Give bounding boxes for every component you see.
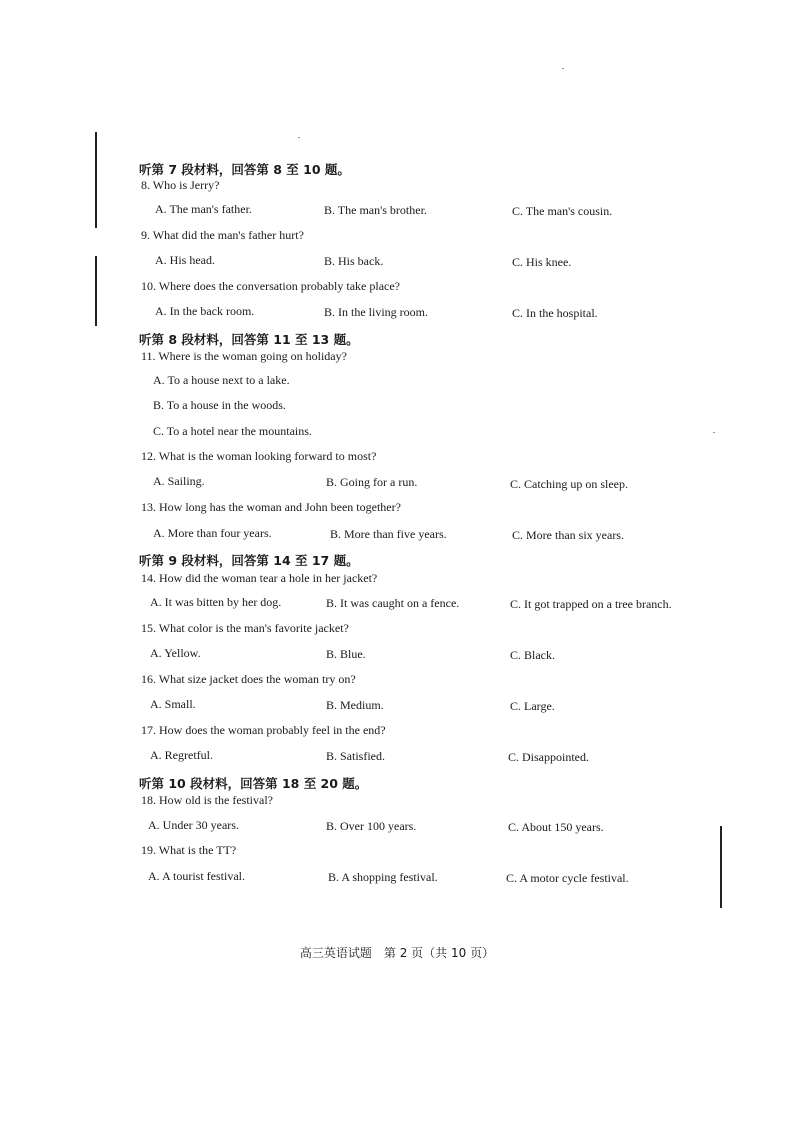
question-11-option-c: C. To a hotel near the mountains.: [153, 424, 312, 438]
question-17-option-a: A. Regretful.: [150, 748, 213, 762]
question-13-option-a: A. More than four years.: [153, 526, 272, 540]
question-18-option-a: A. Under 30 years.: [148, 818, 239, 832]
scan-speck: [713, 432, 715, 433]
question-14-option-b: B. It was caught on a fence.: [326, 596, 460, 610]
question-10: 10. Where does the conversation probably take place?: [141, 279, 401, 293]
question-8-option-b: B. The man's brother.: [324, 203, 427, 217]
question-18-option-b: B. Over 100 years.: [326, 819, 417, 833]
question-18-option-c: C. About 150 years.: [508, 820, 604, 834]
question-10-option-b: B. In the living room.: [324, 305, 428, 319]
question-16: 16. What size jacket does the woman try on?: [141, 672, 356, 686]
question-10-option-c: C. In the hospital.: [512, 306, 598, 320]
question-17-option-c: C. Disappointed.: [508, 750, 589, 764]
section-heading-7: 听第 7 段材料，回答第 8 至 10 题。: [139, 162, 350, 177]
question-9-option-b: B. His back.: [324, 254, 384, 268]
question-9-option-a: A. His head.: [155, 253, 215, 267]
question-16-option-c: C. Large.: [510, 699, 555, 713]
question-16-option-b: B. Medium.: [326, 698, 384, 712]
question-19: 19. What is the TT?: [141, 843, 237, 857]
scan-speck: [298, 137, 300, 138]
question-11-option-b: B. To a house in the woods.: [153, 398, 286, 412]
question-19-option-c: C. A motor cycle festival.: [506, 871, 629, 885]
question-13-option-c: C. More than six years.: [512, 528, 624, 542]
question-8: 8. Who is Jerry?: [141, 178, 220, 192]
question-8-option-a: A. The man's father.: [155, 202, 252, 216]
section-heading-8: 听第 8 段材料，回答第 11 至 13 题。: [139, 332, 359, 347]
question-13-option-b: B. More than five years.: [330, 527, 447, 541]
scan-edge-mark-left: [95, 132, 97, 228]
scan-edge-mark-left-lower: [95, 256, 97, 326]
question-15-option-c: C. Black.: [510, 648, 555, 662]
question-14-option-a: A. It was bitten by her dog.: [150, 595, 282, 609]
question-12-option-a: A. Sailing.: [153, 474, 205, 488]
section-heading-10: 听第 10 段材料，回答第 18 至 20 题。: [139, 776, 368, 791]
page-footer: 高三英语试题 第 2 页（共 10 页）: [299, 946, 495, 960]
question-14-option-c: C. It got trapped on a tree branch.: [510, 597, 672, 611]
question-15-option-b: B. Blue.: [326, 647, 366, 661]
scan-edge-mark-right: [720, 826, 722, 908]
question-9-option-c: C. His knee.: [512, 255, 572, 269]
question-15: 15. What color is the man's favorite jacket?: [141, 621, 349, 635]
question-17-option-b: B. Satisfied.: [326, 749, 385, 763]
question-11-option-a: A. To a house next to a lake.: [153, 373, 290, 387]
question-12-option-b: B. Going for a run.: [326, 475, 418, 489]
section-heading-9: 听第 9 段材料，回答第 14 至 17 题。: [139, 553, 359, 568]
question-15-option-a: A. Yellow.: [150, 646, 201, 660]
scan-speck: [562, 68, 564, 69]
question-19-option-a: A. A tourist festival.: [148, 869, 245, 883]
question-16-option-a: A. Small.: [150, 697, 196, 711]
question-19-option-b: B. A shopping festival.: [328, 870, 438, 884]
question-18: 18. How old is the festival?: [141, 793, 273, 807]
question-13: 13. How long has the woman and John been together?: [141, 500, 401, 514]
question-12: 12. What is the woman looking forward to most?: [141, 449, 377, 463]
question-14: 14. How did the woman tear a hole in her jacket?: [141, 571, 378, 585]
question-17: 17. How does the woman probably feel in the end?: [141, 723, 386, 737]
question-9: 9. What did the man's father hurt?: [141, 228, 304, 242]
question-12-option-c: C. Catching up on sleep.: [510, 477, 628, 491]
question-8-option-c: C. The man's cousin.: [512, 204, 613, 218]
question-10-option-a: A. In the back room.: [155, 304, 255, 318]
question-11: 11. Where is the woman going on holiday?: [141, 349, 347, 363]
